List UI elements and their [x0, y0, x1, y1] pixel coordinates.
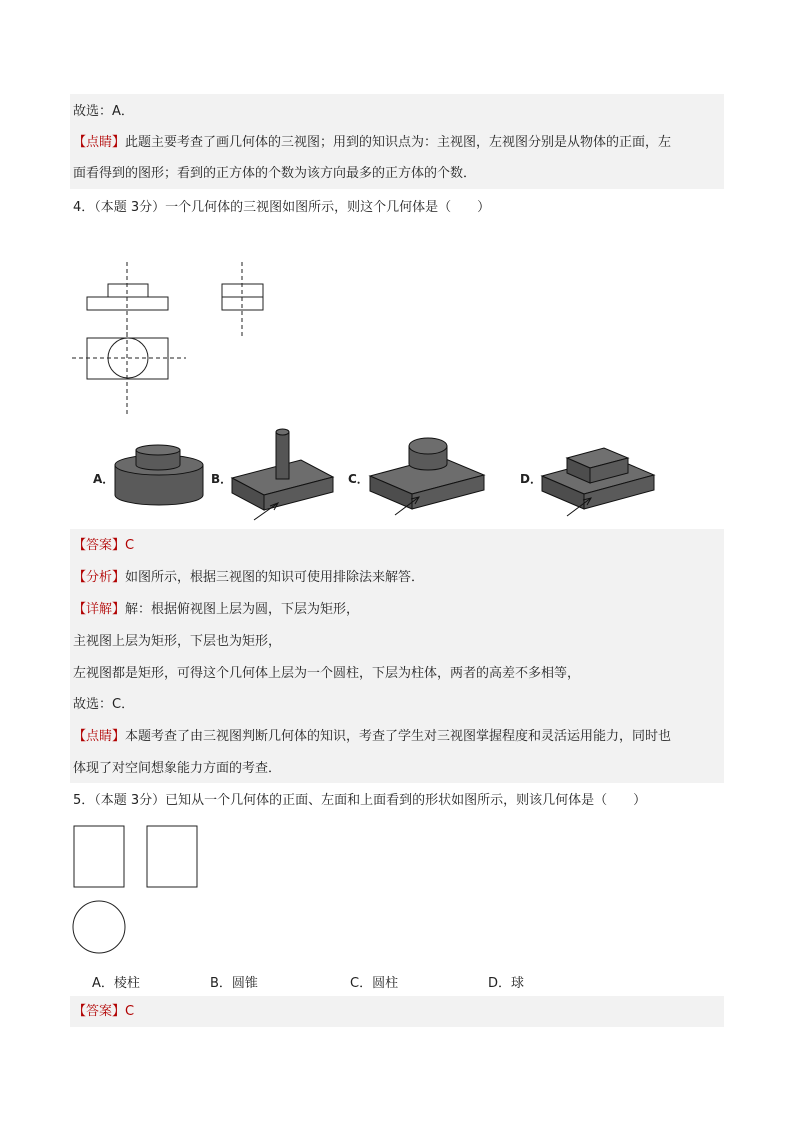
front-view-bottom-rect — [87, 297, 168, 310]
q4-detail-line-3 — [73, 665, 580, 683]
question-5-stem — [73, 792, 646, 810]
comment-text: 面看得到的图形；看到的正方体的个数为该方向最多的正方体的个数． — [73, 166, 477, 181]
q3-choice-text: 故选：A． — [73, 104, 134, 119]
q5-front-view — [74, 826, 124, 887]
answer-tag: 【答案】 — [73, 538, 126, 553]
q4-analysis — [73, 569, 424, 587]
question-4-stem-text: 4．（本题 3分）一个几何体的三视图如图所示，则这个几何体是（ ） — [73, 200, 491, 215]
option-b-label[interactable]: B． — [211, 472, 233, 486]
option-d-label[interactable]: D． — [520, 472, 542, 486]
q5-top-view — [73, 901, 125, 953]
detail-text: 解：根据俯视图上层为圆，下层为矩形， — [125, 602, 360, 617]
q5-option-c[interactable]: C．圆柱 — [350, 976, 399, 991]
detail-tag: 【详解】 — [73, 602, 126, 617]
q3-comment-line-1 — [73, 134, 671, 152]
front-view-top-rect — [108, 284, 148, 297]
option-a-solid — [115, 445, 203, 505]
q4-detail-line-1 — [73, 601, 359, 619]
answer-value: C — [125, 1004, 135, 1019]
question-4-stem — [73, 199, 490, 217]
option-a-label[interactable]: A． — [93, 472, 115, 486]
q4-comment-line-2 — [73, 760, 281, 778]
q5-option-d[interactable]: D．球 — [488, 976, 525, 991]
top-view-circle — [108, 338, 148, 378]
q5-side-view — [147, 826, 197, 887]
q4-answer — [73, 537, 134, 555]
comment-tag: 【点睛】 — [73, 135, 126, 150]
q5-option-b[interactable]: B．圆锥 — [210, 976, 258, 991]
option-c-label[interactable]: C． — [348, 472, 369, 486]
q3-choice — [73, 103, 134, 121]
comment-tag: 【点睛】 — [73, 729, 126, 744]
choice-text: 故选：C． — [73, 697, 135, 712]
q5-answer-block — [70, 996, 724, 1027]
q4-comment-line-1 — [73, 728, 671, 746]
analysis-tag: 【分析】 — [73, 570, 126, 585]
option-c-solid — [370, 438, 484, 515]
option-b-solid — [232, 429, 333, 520]
front-view — [87, 262, 168, 336]
analysis-text: 如图所示，根据三视图的知识可使用排除法来解答． — [125, 570, 425, 585]
top-view — [72, 326, 186, 414]
comment-text: 本题考查了由三视图判断几何体的知识，考查了学生对三视图掌握程度和灵活运用能力，同时也 — [125, 729, 672, 744]
side-view-rect — [222, 284, 263, 310]
option-d-solid — [542, 448, 654, 516]
detail-text: 主视图上层为矩形，下层也为矩形， — [73, 634, 282, 649]
answer-value: C — [125, 538, 135, 553]
answer-tag: 【答案】 — [73, 1004, 126, 1019]
comment-text: 体现了对空间想象能力方面的考查． — [73, 761, 282, 776]
q5-option-a[interactable]: A．棱柱 — [92, 976, 140, 991]
side-view — [222, 262, 263, 336]
question-5-stem-text: 5．（本题 3分）已知从一个几何体的正面、左面和上面看到的形状如图所示，则该几何体是（ ） — [73, 793, 647, 808]
q3-comment-line-2 — [73, 165, 476, 183]
comment-text: 此题主要考查了画几何体的三视图；用到的知识点为：主视图，左视图分别是从物体的正面，左 — [125, 135, 672, 150]
q4-detail-line-2 — [73, 633, 281, 651]
detail-text: 左视图都是矩形，可得这个几何体上层为一个圆柱，下层为柱体，两者的高差不多相等， — [73, 666, 581, 681]
top-view-rect — [87, 338, 168, 379]
q4-choice — [73, 696, 134, 714]
q5-answer — [73, 1003, 134, 1021]
